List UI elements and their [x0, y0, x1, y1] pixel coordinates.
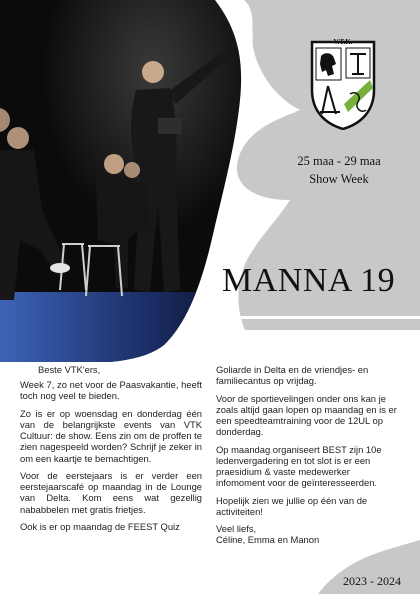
event-dates	[264, 152, 414, 188]
paragraph: Week 7, zo net voor de Paasvakantie, heeft toch nog veel te bieden.	[20, 379, 202, 402]
academic-year: 2023 - 2024	[343, 574, 401, 588]
paragraph: Voor de eerstejaars is er verder een eerstejaarscafé op maandag in de Lounge van Delta. Kom eens wat gezellig nababbelen met gratis frietjes.	[20, 470, 202, 515]
paragraph: Voor de sportievelingen onder ons kan je zoals altijd gaan lopen op maandag en is er een speedteamtraining voor de 12UL op donderdag.	[216, 392, 397, 438]
stage-photo	[0, 0, 245, 362]
vtk-crest-logo	[310, 34, 376, 130]
newsletter-title: MANNA 19	[222, 262, 396, 299]
body-left-column	[20, 364, 202, 538]
signoff	[216, 523, 398, 545]
paragraph: Ook is er op maandag de FEEST Quiz	[20, 521, 180, 532]
paragraph: Zo is er op woensdag en donderdag één van de belangrijkste events van VTK Cultuur: de show. Eens zin om de proffen te zien nagespeeld worden? Schrijf je zeker in om een kaartje te bemachtigen.	[20, 407, 202, 464]
signoff-line: Veel liefs,	[216, 523, 257, 535]
event-name: Show Week	[309, 172, 369, 186]
greeting: Beste VTK'ers,	[38, 364, 101, 375]
signoff-names: Céline, Emma en Manon	[216, 534, 320, 546]
crest-text: V.T.K.	[333, 38, 353, 46]
paragraph: Op maandag organiseert BEST zijn 10e ledenvergadering en tot slot is er een praesidium & vaste medewerker infomoment voor de geïnteresseerden.	[216, 443, 382, 489]
paragraph: Hopelijk zien we jullie op één van de activiteiten!	[216, 494, 368, 517]
title-divider-line	[236, 316, 420, 319]
body-right-column	[216, 364, 398, 546]
date-range: 25 maa - 29 maa	[297, 154, 381, 168]
paragraph: Goliarde in Delta en de vriendjes- en familiecantus op vrijdag.	[216, 364, 369, 387]
